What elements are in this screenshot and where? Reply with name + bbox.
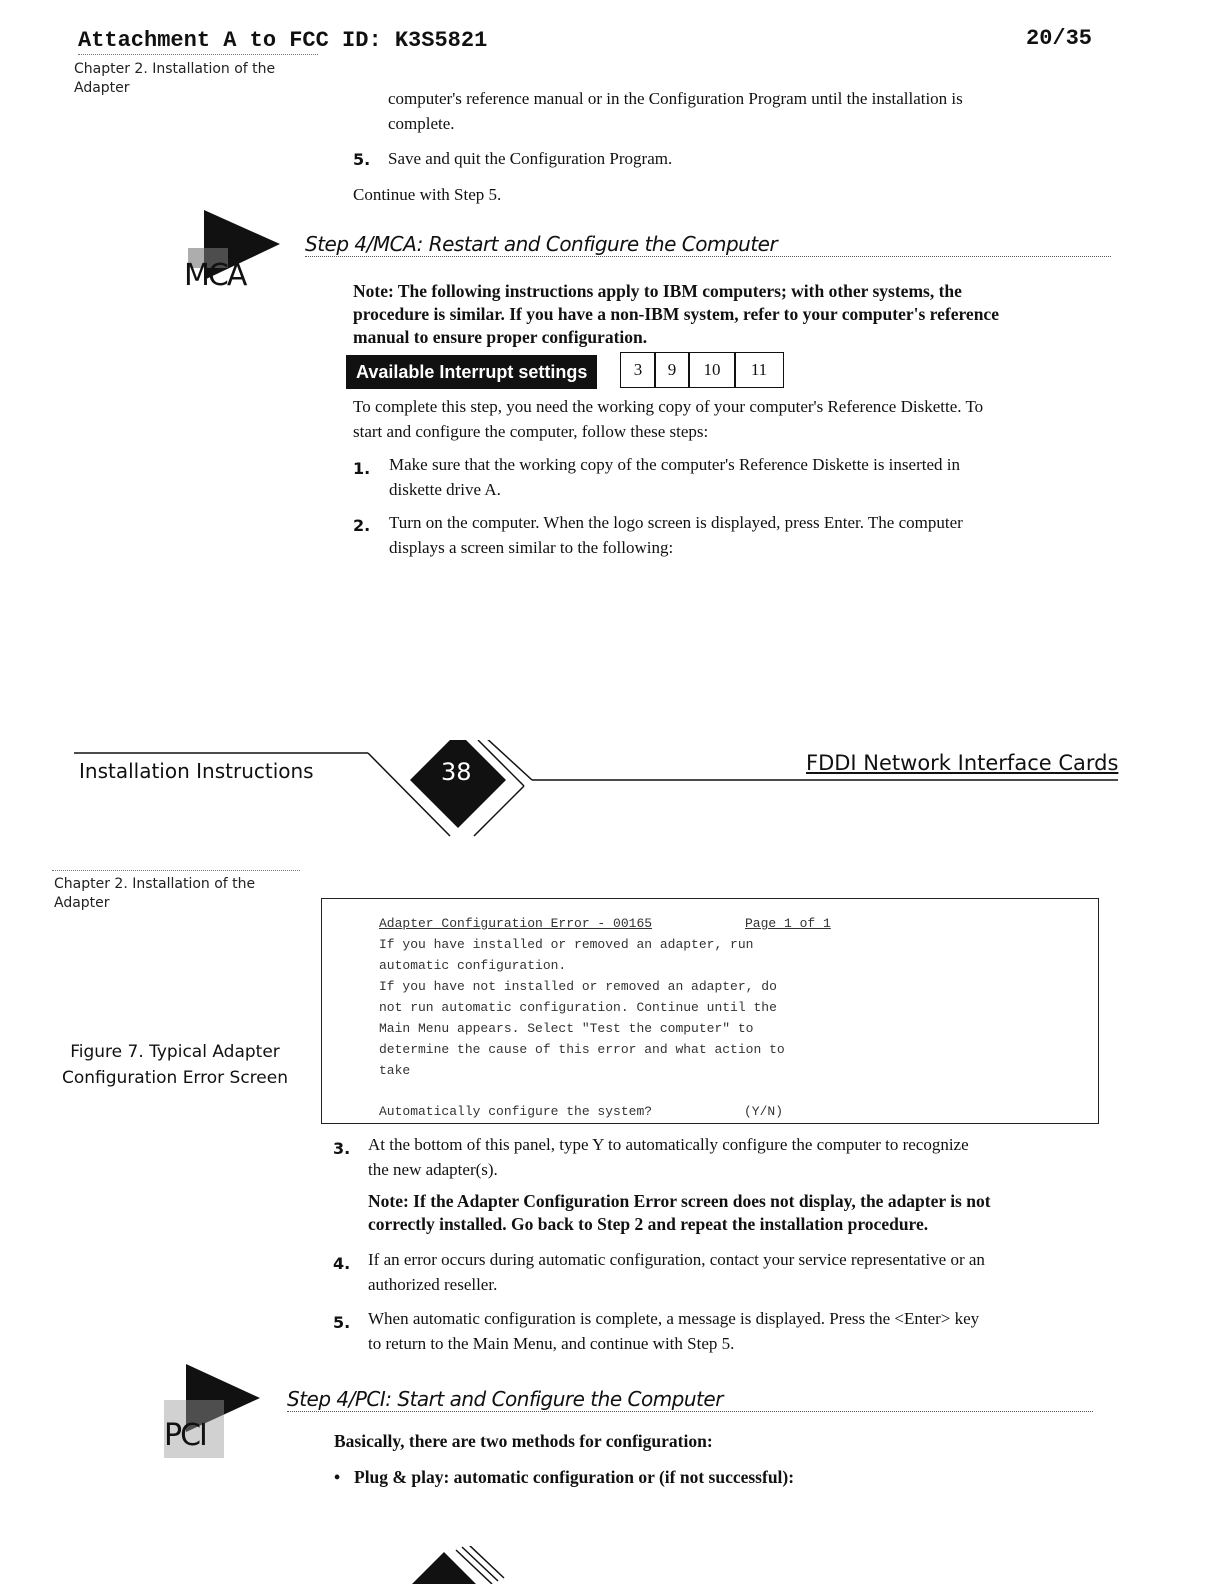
step-number: 5. <box>333 1313 351 1332</box>
step-text: If an error occurs during automatic configuration, contact your service representative or an authorized reseller. <box>368 1250 985 1294</box>
note-error-screen: Note: If the Adapter Configuration Error screen does not display, the adapter is not correctly installed. Go back to Step 2 and repeat the installation procedure. <box>368 1191 991 1234</box>
screen-prompt-options: (Y/N) <box>744 1104 784 1119</box>
footer-page-number: 38 <box>441 758 472 786</box>
step-number: 1. <box>353 459 371 478</box>
step-text: At the bottom of this panel, type Y to automatically configure the computer to recognize the new adapter(s). <box>368 1135 969 1179</box>
irq-value-cell: 3 <box>620 352 656 388</box>
chapter-side-label: Chapter 2. Installation of the Adapter <box>74 61 276 96</box>
footer-right-title: FDDI Network Interface Cards <box>806 751 1119 775</box>
continue-text: Continue with Step 5. <box>353 185 502 204</box>
config-error-screen <box>321 898 1099 1124</box>
next-page-footer-fragment <box>400 1546 520 1584</box>
header-divider <box>78 54 318 55</box>
methods-intro: Basically, there are two methods for configuration: <box>334 1431 713 1451</box>
irq-value-cell: 9 <box>654 352 690 388</box>
figure-caption: Figure 7. Typical Adapter Configuration Error Screen <box>62 1042 288 1088</box>
irq-settings-label: Available Interrupt settings <box>346 355 597 389</box>
step-number: 3. <box>333 1139 351 1158</box>
step-number: 4. <box>333 1254 351 1273</box>
irq-value-cell: 10 <box>688 352 736 388</box>
step-text: Make sure that the working copy of the computer's Reference Diskette is inserted in diskette drive A. <box>389 455 960 499</box>
step-text: Save and quit the Configuration Program. <box>388 149 673 168</box>
screen-title: Adapter Configuration Error - 00165 <box>379 916 653 931</box>
step-text: When automatic configuration is complete, a message is displayed. Press the <Enter> key to return to the Main Menu, and continue with Step 5. <box>368 1309 980 1353</box>
screen-message: If you have installed or removed an adapter, run automatic configuration. If you have not installed or removed an adapter, do not run automatic configuration. Continue until the Main Menu appears. Select "Test the computer" to determine the cause of this error and what action to take <box>379 937 785 1078</box>
page-footer <box>0 740 1224 850</box>
footer-left-title: Installation Instructions <box>79 759 314 783</box>
note-ibm: Note: The following instructions apply to IBM computers; with other systems, the procedure is similar. If you have a non-IBM system, refer to your computer's reference manual to ensure proper configuration. <box>353 281 999 347</box>
pci-icon: PCI <box>160 1362 270 1466</box>
bullet-item: • Plug & play: automatic configuration or (if not successful): <box>334 1467 795 1487</box>
document-page-counter: 20/35 <box>1026 26 1093 51</box>
step-number: 2. <box>353 516 371 535</box>
screen-page-label: Page 1 of 1 <box>745 916 831 931</box>
mca-icon: MCA <box>180 208 290 308</box>
step-text: Turn on the computer. When the logo screen is displayed, press Enter. The computer displays a screen similar to the following: <box>389 513 963 557</box>
irq-value-cell: 11 <box>734 352 784 388</box>
bullet-icon: • <box>334 1467 341 1487</box>
document-header-title: Attachment A to FCC ID: K3S5821 <box>78 28 488 53</box>
step-number: 5. <box>353 150 371 169</box>
section-divider <box>52 870 300 871</box>
screen-prompt: Automatically configure the system? <box>379 1104 653 1119</box>
step-heading-pci: Step 4/PCI: Start and Configure the Computer <box>287 1387 1093 1412</box>
intro-text: To complete this step, you need the working copy of your computer's Reference Diskette. To start and configure the computer, follow these steps: <box>353 397 984 441</box>
step-heading-mca: Step 4/MCA: Restart and Configure the Computer <box>305 232 1111 257</box>
continuation-text: computer's reference manual or in the Configuration Program until the installation is complete. <box>388 89 963 133</box>
chapter-side-label: Chapter 2. Installation of the Adapter <box>54 876 256 911</box>
